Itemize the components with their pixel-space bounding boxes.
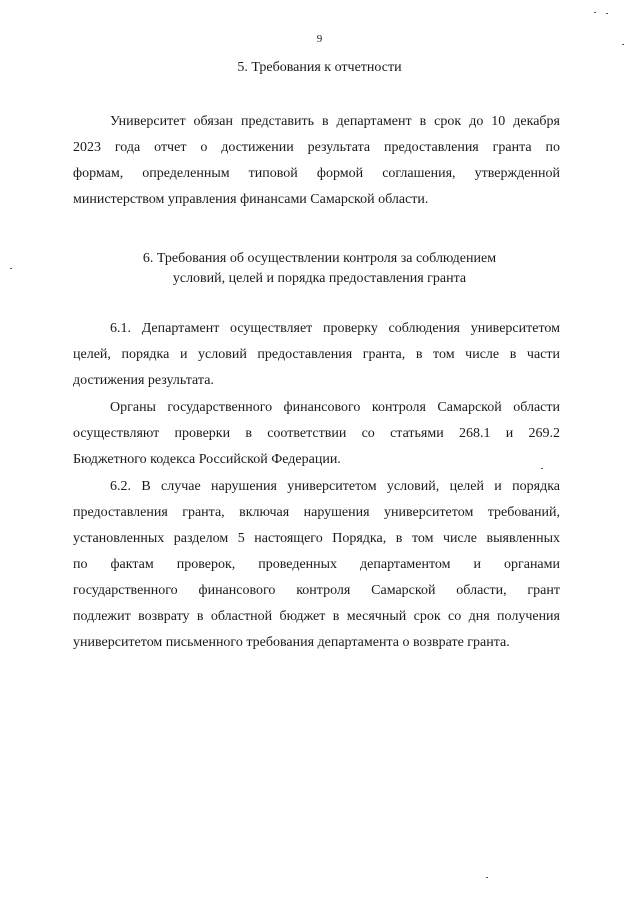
text-line: Бюджетного кодекса Российской Федерации. <box>73 452 341 467</box>
scan-speck <box>10 268 12 269</box>
scan-speck <box>622 44 624 45</box>
text-line: Органы государственного финансового контроля Самарской области <box>110 400 560 415</box>
text-line: установленных разделом 5 настоящего Порядка, в том числе выявленных <box>73 531 560 546</box>
section-5-paragraph <box>73 109 560 213</box>
scan-speck <box>594 12 596 13</box>
scan-speck <box>486 877 488 878</box>
text-line: предоставления гранта, включая нарушения университетом требований, <box>73 505 560 520</box>
control-bodies-paragraph <box>73 395 560 473</box>
text-line: по фактам проверок, проведенных департаментом и органами <box>73 557 560 572</box>
clause-6-2-paragraph <box>73 474 560 656</box>
text-line: целей, порядка и условий предоставления гранта, в том числе в части <box>73 347 560 362</box>
text-line: 6.2. В случае нарушения университетом условий, целей и порядка <box>110 479 560 494</box>
text-line: 2023 года отчет о достижении результата предоставления гранта по <box>73 140 560 155</box>
page-number: 9 <box>316 33 323 45</box>
text-line: формам, определенным типовой формой соглашения, утвержденной <box>73 166 560 181</box>
clause-6-1-paragraph <box>73 316 560 394</box>
text-line: осуществляют проверки в соответствии со статьями 268.1 и 269.2 <box>73 426 560 441</box>
scan-speck <box>606 13 608 14</box>
text-line: Университет обязан представить в департамент в срок до 10 декабря <box>110 114 560 129</box>
text-line: подлежит возврату в областной бюджет в месячный срок со дня получения <box>73 609 560 624</box>
text-line: достижения результата. <box>73 373 214 388</box>
section-6-heading-line-1: 6. Требования об осуществлении контроля за соблюдением <box>142 251 497 266</box>
text-line: 6.1. Департамент осуществляет проверку соблюдения университетом <box>110 321 560 336</box>
text-line: министерством управления финансами Самарской области. <box>73 192 429 207</box>
section-5-heading: 5. Требования к отчетности <box>237 60 402 75</box>
text-line: государственного финансового контроля Самарской области, грант <box>73 583 560 598</box>
text-line: университетом письменного требования департамента о возврате гранта. <box>73 635 510 650</box>
section-6-heading-line-2: условий, целей и порядка предоставления гранта <box>172 271 467 286</box>
scan-speck <box>541 468 543 469</box>
section-6-heading <box>0 249 639 289</box>
